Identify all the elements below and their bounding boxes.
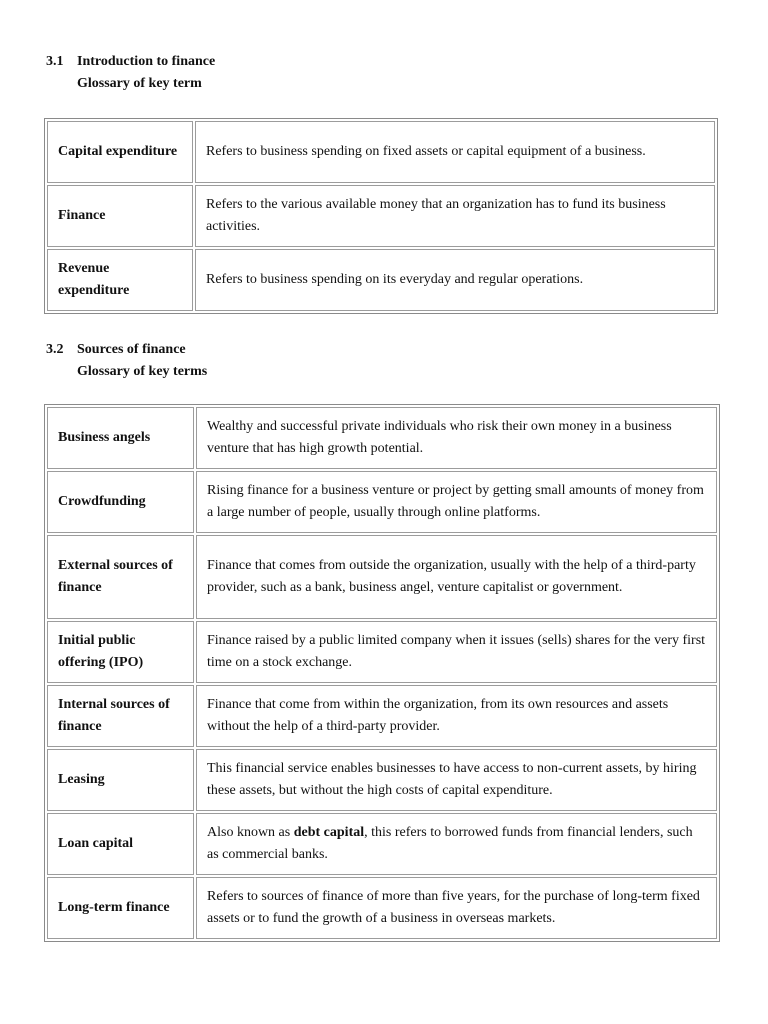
table-row — [47, 685, 717, 747]
section-heading-3-2 — [46, 339, 207, 383]
table-row — [47, 471, 717, 533]
glossary-table-sources — [44, 404, 720, 942]
table-row — [47, 121, 715, 183]
glossary-definition — [196, 813, 717, 875]
glossary-definition: This financial service enables businesses to have access to non-current assets, by hiring these assets, but without the high costs of capital expenditure. — [196, 749, 717, 811]
table-row — [47, 877, 717, 939]
section-number: 3.2 — [46, 342, 64, 357]
glossary-definition: Finance that come from within the organization, from its own resources and assets without the help of a third-party provider. — [196, 685, 717, 747]
table-row — [47, 535, 717, 619]
table-row — [47, 813, 717, 875]
glossary-definition: Finance raised by a public limited company when it issues (sells) shares for the very first time on a stock exchange. — [196, 621, 717, 683]
glossary-term: Loan capital — [47, 813, 194, 875]
definition-text: , this refers to borrowed funds from financial lenders, such as commercial banks. — [207, 825, 693, 862]
glossary-term: Long-term finance — [47, 877, 194, 939]
glossary-definition: Wealthy and successful private individuals who risk their own money in a business venture that has high growth potential. — [196, 407, 717, 469]
section-subtitle: Glossary of key term — [77, 76, 202, 91]
table-row — [47, 185, 715, 247]
glossary-table-intro — [44, 118, 718, 314]
glossary-definition: Refers to business spending on fixed assets or capital equipment of a business. — [195, 121, 715, 183]
glossary-definition: Finance that comes from outside the organization, usually with the help of a third-party provider, such as a bank, business angel, venture capitalist or government. — [196, 535, 717, 619]
glossary-term: Capital expenditure — [47, 121, 193, 183]
glossary-term: Crowdfunding — [47, 471, 194, 533]
table-row — [47, 749, 717, 811]
section-subtitle: Glossary of key terms — [77, 364, 208, 379]
glossary-definition: Rising finance for a business venture or project by getting small amounts of money from a large number of people, usually through online platforms. — [196, 471, 717, 533]
glossary-term: Revenue expenditure — [47, 249, 193, 311]
glossary-definition: Refers to the various available money that an organization has to fund its business activities. — [195, 185, 715, 247]
table-row — [47, 249, 715, 311]
table-row — [47, 407, 717, 469]
table-row — [47, 621, 717, 683]
glossary-term: Finance — [47, 185, 193, 247]
section-title: Sources of finance — [77, 342, 186, 357]
glossary-term: Internal sources of finance — [47, 685, 194, 747]
glossary-definition: Refers to sources of finance of more than five years, for the purchase of long-term fixed assets or to fund the growth of a business in overseas markets. — [196, 877, 717, 939]
glossary-term: Business angels — [47, 407, 194, 469]
section-heading-3-1 — [46, 51, 215, 95]
glossary-term: Leasing — [47, 749, 194, 811]
section-title: Introduction to finance — [77, 54, 216, 69]
definition-text: Also known as — [207, 825, 294, 840]
glossary-definition: Refers to business spending on its everyday and regular operations. — [195, 249, 715, 311]
definition-emphasis: debt capital — [293, 825, 365, 840]
section-number: 3.1 — [46, 54, 64, 69]
glossary-term: External sources of finance — [47, 535, 194, 619]
glossary-term: Initial public offering (IPO) — [47, 621, 194, 683]
